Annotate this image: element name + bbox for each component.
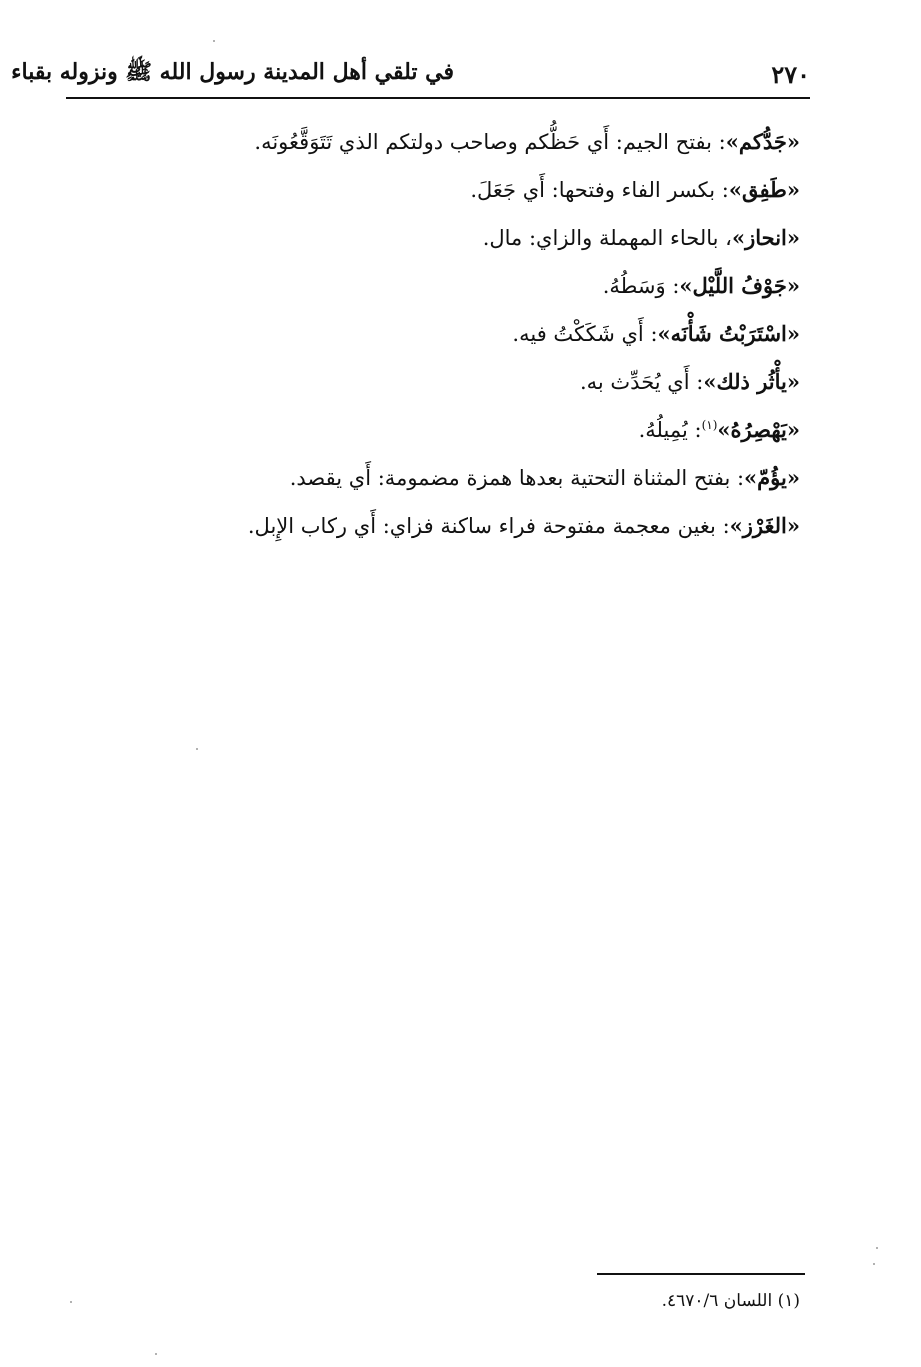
chapter-title: في تلقي أهل المدينة رسول الله ﷺ ونزوله بقباء xyxy=(11,59,454,85)
scan-speck xyxy=(876,1247,878,1249)
scan-speck xyxy=(873,1263,875,1265)
glossary-entry xyxy=(200,262,800,310)
scan-speck xyxy=(70,1301,72,1303)
glossary-gloss: : يُمِيلُهُ. xyxy=(638,418,702,442)
running-header xyxy=(11,58,810,96)
glossary-term: «جَدُّكم» xyxy=(725,129,800,154)
footnote: (١) اللسان ٤٦٧٠/٦. xyxy=(661,1291,800,1311)
glossary-gloss: : أَي شَكَكْتُ فيه. xyxy=(512,322,658,346)
glossary-entry xyxy=(200,358,800,406)
glossary-gloss: : بفتح المثناة التحتية بعدها همزة مضمومة: أَي يقصد. xyxy=(289,466,745,490)
glossary-gloss: : بفتح الجيم: أَي حَظُّكم وصاحب دولتكم الذي تَتَوَقَّعُونَه. xyxy=(254,130,726,154)
glossary-entry xyxy=(200,502,800,550)
scan-speck xyxy=(213,40,215,42)
glossary-term: «انحاز» xyxy=(731,225,800,250)
glossary-entry xyxy=(200,406,800,454)
footnote-reference[interactable]: (١) xyxy=(701,418,718,432)
page-number: ٢٧٠ xyxy=(771,60,810,89)
glossary-term: «الغَرْز» xyxy=(729,513,800,538)
glossary-entry xyxy=(200,166,800,214)
glossary-entry xyxy=(200,118,800,166)
glossary-gloss: : بكسر الفاء وفتحها: أَي جَعَلَ. xyxy=(470,178,729,202)
glossary-list xyxy=(200,118,800,550)
glossary-entry xyxy=(200,310,800,358)
glossary-term: «جَوْفُ اللَّيْل» xyxy=(679,273,800,298)
glossary-entry xyxy=(200,214,800,262)
footnote-rule xyxy=(597,1273,805,1275)
glossary-entry xyxy=(200,454,800,502)
glossary-term: «يَهْصِرُهُ» xyxy=(717,417,800,442)
glossary-gloss: : بغين معجمة مفتوحة فراء ساكنة فزاي: أَي ركاب الإِبل. xyxy=(247,514,730,538)
glossary-term: «اسْتَرَبْتُ شَأْنَه» xyxy=(657,321,800,346)
glossary-term: «طَفِق» xyxy=(728,177,800,202)
glossary-gloss: ، بالحاء المهملة والزاي: مال. xyxy=(482,226,732,250)
glossary-gloss: : وَسَطُهُ. xyxy=(602,274,680,298)
glossary-term: «يأْثُر ذلك» xyxy=(703,369,800,394)
glossary-gloss: : أَي يُحَدِّث به. xyxy=(579,370,704,394)
glossary-term: «يؤُمّ» xyxy=(744,465,800,490)
scan-speck xyxy=(155,1353,157,1355)
header-rule xyxy=(66,97,810,99)
scan-speck xyxy=(196,748,198,750)
